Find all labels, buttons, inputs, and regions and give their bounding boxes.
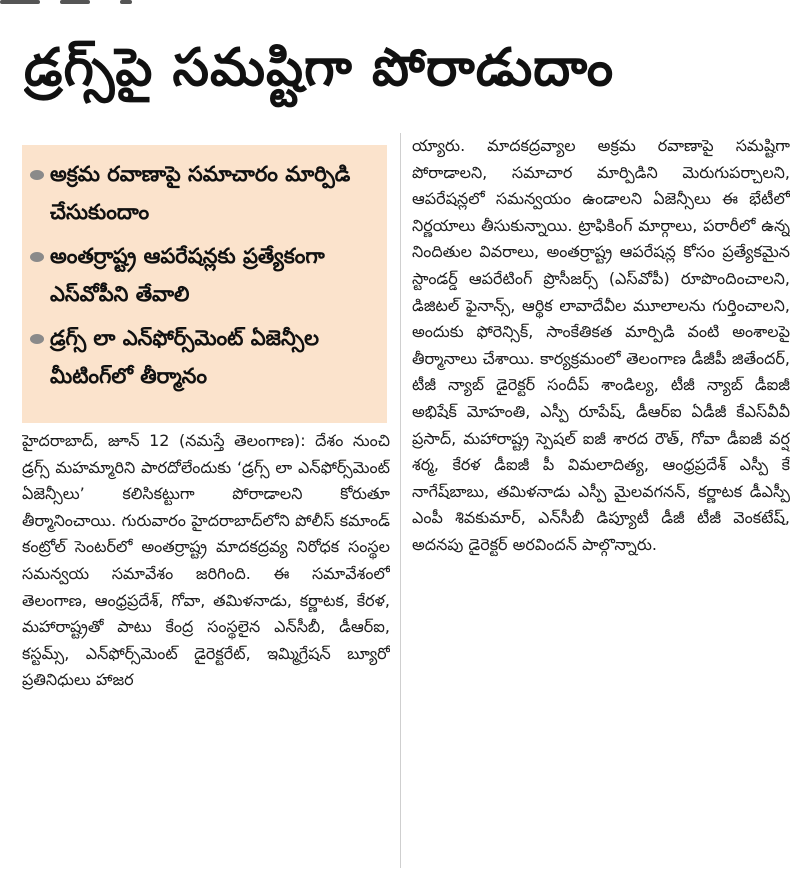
article-body-right-column: య్యారు. మాదకద్రవ్యాల అక్రమ రవాణాపై సమష్టిగా పోరాడాలని, సమాచార మార్పిడిని మెరుగుపర్చాలని, ఆపరేషన్లలో సమన్వయం ఉండాలని ఏజెన్సీలు ఈ భేటీలో నిర్ణయాలు తీసుకున్నాయి. ట్రాఫికింగ్ మార్గాలు, పరారీలో ఉన్న నిందితుల వివరాలు, అంతర్రాష్ట్ర ఆపరేషన్ల కోసం ప్రత్యేకమైన స్టాండర్డ్ ఆపరేటింగ్ ప్రొసీజర్స్ (ఎస్‌వోపీ) రూపొందించాలని, డిజిటల్ ఫైనాన్స్, ఆర్థిక లావాదేవీల మూలాలను గుర్తించాలని, అందుకు ఫోరెన్సిక్, సాంకేతికత మార్పిడి వంటి అంశాలపై తీర్మానాలు చేశాయి. కార్యక్రమంలో తెలంగాణ డీజీపీ జితేందర్, టీజీ న్యాబ్ డైరెక్టర్ సందీప్ శాండిల్య, టీజీ న్యాబ్ డీఐజీ అభిషేక్ మోహంతి, ఎస్పీ రూపేష్, డీఆర్‌ఐ ఏడీజీ కేఎస్‌వీవీ ప్రసాద్, మహారాష్ట్ర స్పెషల్ ఐజీ శారద రౌత్, గోవా డీఐజీ వర్ష శర్మ, కేరళ డీఐజీ పీ విమలాదిత్య, ఆంధ్రప్రదేశ్ ఎస్పీ కే నాగేష్‌బాబు, తమిళనాడు ఎస్పీ మైలవగనన్, కర్ణాటక డీఎస్పీ ఎంపీ శివకుమార్, ఎన్‌సీబీ డిప్యూటీ డీజీ టీజీ వెంకటేష్, అదనపు డైరెక్టర్ అరవిందన్ పాల్గొన్నారు.: [412, 136, 790, 554]
column-divider: [400, 133, 401, 868]
bullet-icon: [30, 170, 44, 180]
highlight-item: [30, 237, 379, 313]
highlight-text: అక్రమ రవాణాపై సమాచారం మార్పిడి చేసుకుందాం: [50, 162, 351, 224]
bullet-icon: [30, 252, 44, 262]
highlight-item: [30, 319, 379, 395]
highlights-box: [22, 145, 387, 423]
bullet-icon: [30, 334, 44, 344]
article-body-left-column: హైదరాబాద్, జూన్ 12 (నమస్తే తెలంగాణ): దేశం నుంచి డ్రగ్స్ మహమ్మారిని పారదోలేందుకు ‘డ్రగ్స్ లా ఎన్‌ఫోర్స్‌మెంట్ ఏజెన్సీలు’ కలిసికట్టుగా పోరాడాలని కోరుతూ తీర్మానించాయి. గురువారం హైదరాబాద్‌లోని పోలీస్ కమాండ్ కంట్రోల్ సెంటర్‌లో అంతర్రాష్ట్ర మాదకద్రవ్య నిరోధక సంస్థల సమన్వయ సమావేశం జరిగింది. ఈ సమావేశంలో తెలంగాణ, ఆంధ్రప్రదేశ్, గోవా, తమిళనాడు, కర్ణాటక, కేరళ, మహారాష్ట్రతో పాటు కేంద్ర సంస్థలైన ఎన్‌సీబీ, డీఆర్‌ఐ, కస్టమ్స్, ఎన్‌ఫోర్స్‌మెంట్ డైరెక్టరేట్, ఇమ్మిగ్రేషన్ బ్యూరో ప్రతినిధులు హాజర: [22, 431, 390, 690]
highlight-item: [30, 155, 379, 231]
top-cut-edge: [0, 0, 800, 6]
highlight-text: అంతర్రాష్ట్ర ఆపరేషన్లకు ప్రత్యేకంగా ఎస్‌వోపీని తేవాలి: [50, 244, 325, 306]
highlight-text: డ్రగ్స్ లా ఎన్‌ఫోర్స్‌మెంట్ ఏజెన్సీల మీటింగ్‌లో తీర్మానం: [50, 326, 320, 388]
headline: డ్రగ్స్‌పై సమష్టిగా పోరాడుదాం: [24, 38, 615, 98]
